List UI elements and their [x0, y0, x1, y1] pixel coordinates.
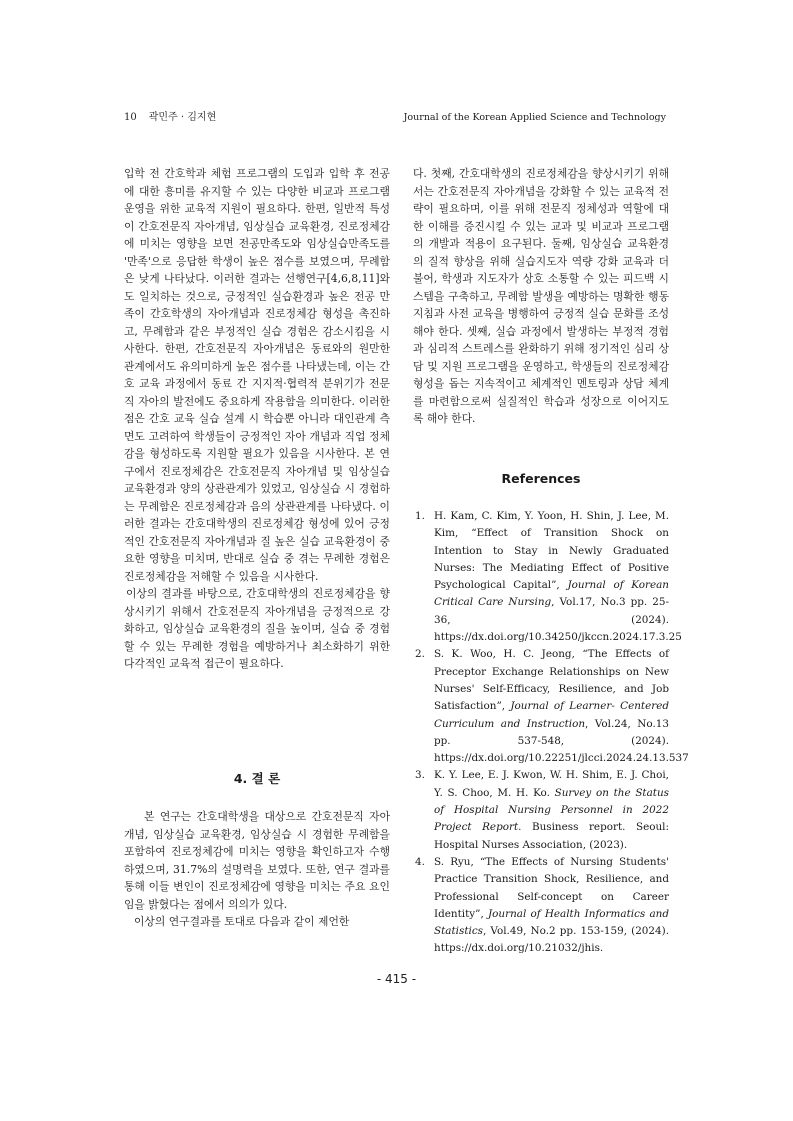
conclusion-section [124, 808, 390, 931]
reference-journal: Journal of Korean Critical Care Nursing [434, 579, 669, 609]
suggestions-paragraph: 다. 첫째, 간호대학생의 진로정체감을 향상시키기 위해서는 간호전문직 자아개념을 강화할 수 있는 교육적 전략이 필요하며, 이를 위해 전문직 정체성과 역할에 대한 이해를 증진시킬 수 있는 교과 및 비교과 프로그램의 개발과 적용이 요구된다. 둘째, 임상실습 교육환경의 질적 향상을 위해 실습지도자 역량 강화 교육과 더불어, 학생과 지도자가 상호 소통할 수 있는 피드백 시스템을 구축하고, 무례함 발생을 예방하는 명확한 행동 지침과 사전 교육을 병행하여 긍정적 실습 문화를 조성해야 한다. 셋째, 실습 과정에서 발생하는 부정적 경험과 심리적 스트레스를 완화하기 위해 정기적인 심리 상담 및 지원 프로그램을 운영하고, 학생들의 진로정체감 형성을 돕는 지속적이고 체계적인 멘토링과 상담 체계를 마련함으로써 실질적인 학습과 성장으로 이어지도록 해야 한다. [413, 167, 669, 425]
reference-item [413, 767, 669, 853]
reference-item [413, 508, 682, 646]
discussion-paragraph-1: 입학 전 간호학과 체험 프로그램의 도입과 입학 후 전공에 대한 흥미를 유지할 수 있는 다양한 비교과 프로그램 운영을 위한 교육적 지원이 필요하다. 한편, 일반적 특성이 간호전문직 자아개념, 임상실습 교육환경, 진로정체감에 미치는 영향을 보면 전공만족도와 임상실습만족도를 '만족'으로 응답한 학생이 높은 점수를 보였으며, 무례함은 낮게 나타났다. 이러한 결과는 선행연구[4,6,8,11]와도 일치하는 것으로, 긍정적인 실습환경과 높은 전공 만족이 간호학생의 자아개념과 진로정체감 형성을 촉진하고, 무례함과 같은 부정적인 실습 경험은 감소시킴을 시사한다. 한편, 간호전문직 자아개념은 동료와의 원만한 관계에서도 유의미하게 높은 점수를 나타냈는데, 이는 간호 교육 과정에서 동료 간 지지적·협력적 분위기가 전문직 자아의 발전에도 중요하게 작용함을 의미한다. 이러한 점은 간호 교육 실습 설계 시 학습뿐 아니라 대인관계 측면도 고려하여 학생들이 긍정적인 자아 개념과 직업 정체감을 형성하도록 지원할 필요가 있음을 시사한다. 본 연구에서 진로정체감은 간호전문직 자아개념 및 임상실습 교육환경과 양의 상관관계가 있었고, 임상실습 시 경험하는 무례함은 진로정체감과 음의 상관관계를 나타냈다. 이러한 결과는 간호대학생의 진로정체감 형성에 있어 긍정적인 간호전문직 자아개념과 질 높은 실습 교육환경이 중요한 영향을 미치며, 반대로 실습 중 겪는 무례한 경험은 진로정체감을 저해할 수 있음을 시사한다. [124, 167, 390, 583]
header-left [124, 110, 216, 126]
page-footer-number: - 415 - [376, 972, 417, 986]
reference-text: H. Kam, C. Kim, Y. Yoon, H. Shin, J. Lee, M. Kim, “Effect of Transition Shock on Intention to Stay in Newly Graduated Nurses: The Mediating Effect of Positive Psychological Capital”, [434, 510, 669, 592]
reference-details: , Vol.24, No.13 pp. 537-548, (2024). https://dx.doi.org/10.22251/jlcci.2024.24.13.537 [434, 717, 689, 765]
reference-text: S. K. Woo, H. C. Jeong, “The Effects of Preceptor Exchange Relationships on New Nurses' Self-Efficacy, Resilience, and Job Satisfaction”, [434, 648, 669, 713]
references-heading: References [501, 471, 581, 486]
page-number: 10 [124, 112, 137, 123]
reference-journal: Journal of Learner- Centered Curriculum and Instruction [434, 700, 670, 730]
journal-name: Journal of the Korean Applied Science and Technology [403, 112, 666, 123]
reference-details: . Business report. Seoul: Hospital Nurses Association, (2023). [434, 821, 669, 851]
conclusion-heading: 4. 결 론 [233, 771, 281, 786]
running-header [124, 110, 666, 126]
reference-title: Survey on the Status of Hospital Nursing Personnel in 2022 Project Report [434, 786, 670, 834]
reference-item [413, 646, 689, 767]
reference-journal: Journal of Health Informatics and Statistics [434, 907, 669, 938]
conclusion-paragraph-2: 이상의 연구결과를 토대로 다음과 같이 제언한 [134, 915, 350, 928]
references-list [413, 508, 689, 958]
author-names: 곽민주 · 김지현 [148, 112, 217, 123]
reference-number: 3. [415, 769, 425, 782]
discussion-paragraph-2: 이상의 결과를 바탕으로, 간호대학생의 진로정체감을 향상시키기 위해서 간호전문직 자아개념을 긍정적으로 강화하고, 임상실습 교육환경의 질을 높이며, 실습 중 경험할 수 있는 무례한 경험을 예방하거나 최소화하기 위한 다각적인 교육적 접근이 필요하다. [124, 587, 390, 670]
reference-details: , Vol.17, No.3 pp. 25-36, (2024). https://dx.doi.org/10.34250/jkccn.2024.17.3.25 [434, 596, 682, 644]
conclusion-paragraph-1: 본 연구는 간호대학생을 대상으로 간호전문직 자아개념, 임상실습 교육환경, 임상실습 시 경험한 무례함을 포함하여 진로정체감에 미치는 영향을 확인하고자 수행하였으며, 31.7%의 설명력을 보였다. 또한, 연구 결과를 통해 이들 변인이 진로정체감에 영향을 미치는 주요 요인임을 밝혔다는 점에서 의의가 있다. [124, 810, 390, 911]
reference-text: S. Ryu, “The Effects of Nursing Students' Practice Transition Shock, Resilience, and Professional Self-concept on Career Identity”, [434, 855, 669, 920]
reference-number: 1. [415, 510, 425, 522]
reference-number: 2. [415, 648, 425, 661]
reference-item [413, 854, 669, 958]
left-column [124, 165, 390, 673]
reference-number: 4. [415, 855, 425, 868]
reference-details: , Vol.49, No.2 pp. 153-159, (2024). https://dx.doi.org/10.21032/jhis. [434, 925, 669, 955]
reference-text: K. Y. Lee, E. J. Kwon, W. H. Shim, E. J. Choi, Y. S. Choo, M. H. Ko. [434, 769, 669, 799]
right-column [413, 165, 669, 428]
